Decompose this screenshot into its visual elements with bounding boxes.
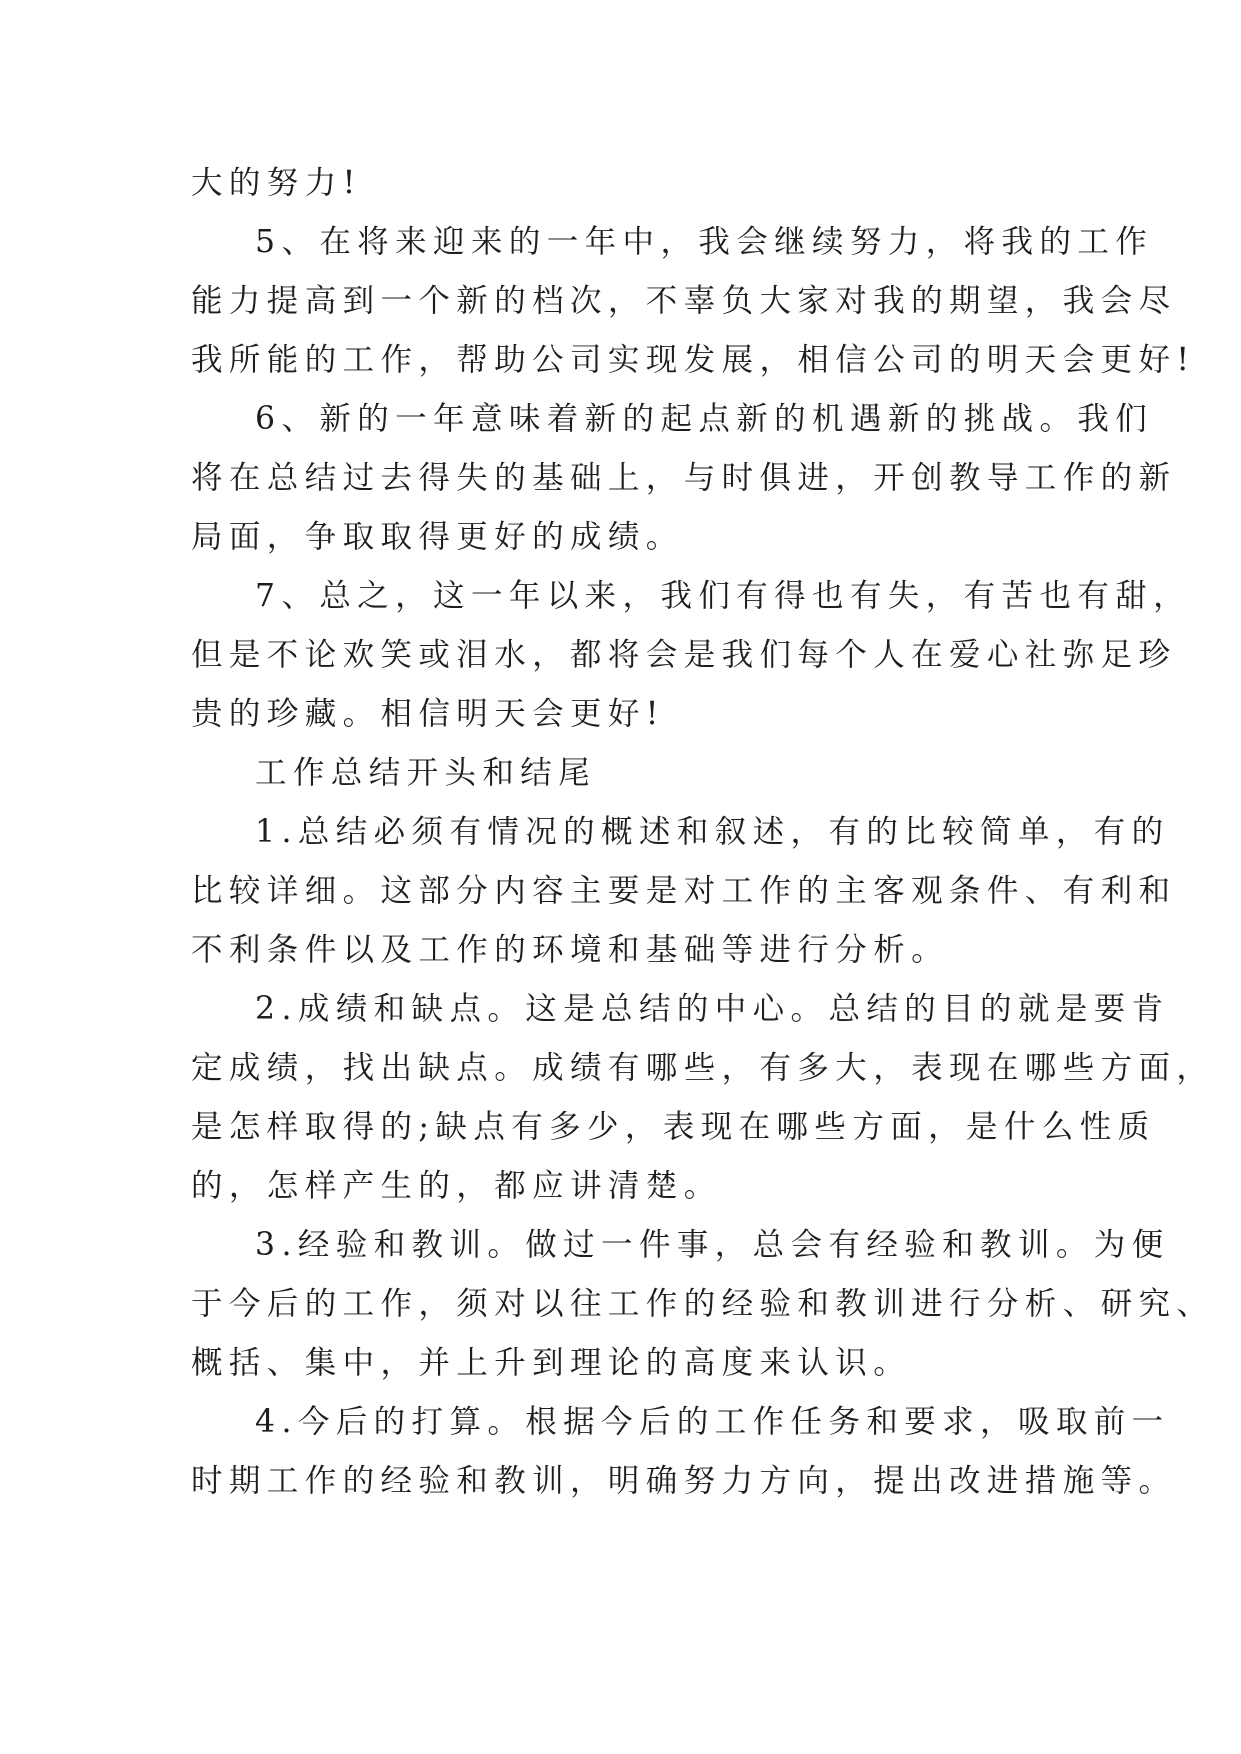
text-line: 大的努力! <box>191 165 362 201</box>
text-line: 是怎样取得的;缺点有多少，表现在哪些方面，是什么性质 <box>191 1109 1156 1145</box>
text-line: 能力提高到一个新的档次，不辜负大家对我的期望，我会尽 <box>191 283 1177 319</box>
paragraph-line: 5、在将来迎来的一年中，我会继续努力，将我的工作 <box>255 224 1154 260</box>
paragraph-line: 7、总之，这一年以来，我们有得也有失，有苦也有甜， <box>255 578 1192 614</box>
text-line: 局面，争取取得更好的成绩。 <box>191 519 684 555</box>
text-line: 我所能的工作，帮助公司实现发展，相信公司的明天会更好! <box>191 342 1196 378</box>
text-line: 贵的珍藏。相信明天会更好! <box>191 696 665 732</box>
text-line: 不利条件以及工作的环境和基础等进行分析。 <box>191 932 950 968</box>
text-line: 将在总结过去得失的基础上，与时俱进，开创教导工作的新 <box>191 460 1177 496</box>
text-line: 的，怎样产生的，都应讲清楚。 <box>191 1168 722 1204</box>
text-line: 概括、集中，并上升到理论的高度来认识。 <box>191 1345 912 1381</box>
text-line: 但是不论欢笑或泪水，都将会是我们每个人在爱心社弥足珍 <box>191 637 1177 673</box>
text-line: 比较详细。这部分内容主要是对工作的主客观条件、有利和 <box>191 873 1177 909</box>
section-heading: 工作总结开头和结尾 <box>255 755 597 791</box>
text-line: 时期工作的经验和教训，明确努力方向，提出改进措施等。 <box>191 1463 1177 1499</box>
paragraph-line: 1.总结必须有情况的概述和叙述，有的比较简单，有的 <box>255 814 1170 850</box>
text-line: 于今后的工作，须对以往工作的经验和教训进行分析、研究、 <box>191 1286 1215 1322</box>
text-line: 定成绩，找出缺点。成绩有哪些，有多大，表现在哪些方面， <box>191 1050 1215 1086</box>
paragraph-line: 6、新的一年意味着新的起点新的机遇新的挑战。我们 <box>255 401 1154 437</box>
paragraph-line: 4.今后的打算。根据今后的工作任务和要求，吸取前一 <box>255 1404 1170 1440</box>
paragraph-line: 2.成绩和缺点。这是总结的中心。总结的目的就是要肯 <box>255 991 1170 1027</box>
paragraph-line: 3.经验和教训。做过一件事，总会有经验和教训。为便 <box>255 1227 1170 1263</box>
